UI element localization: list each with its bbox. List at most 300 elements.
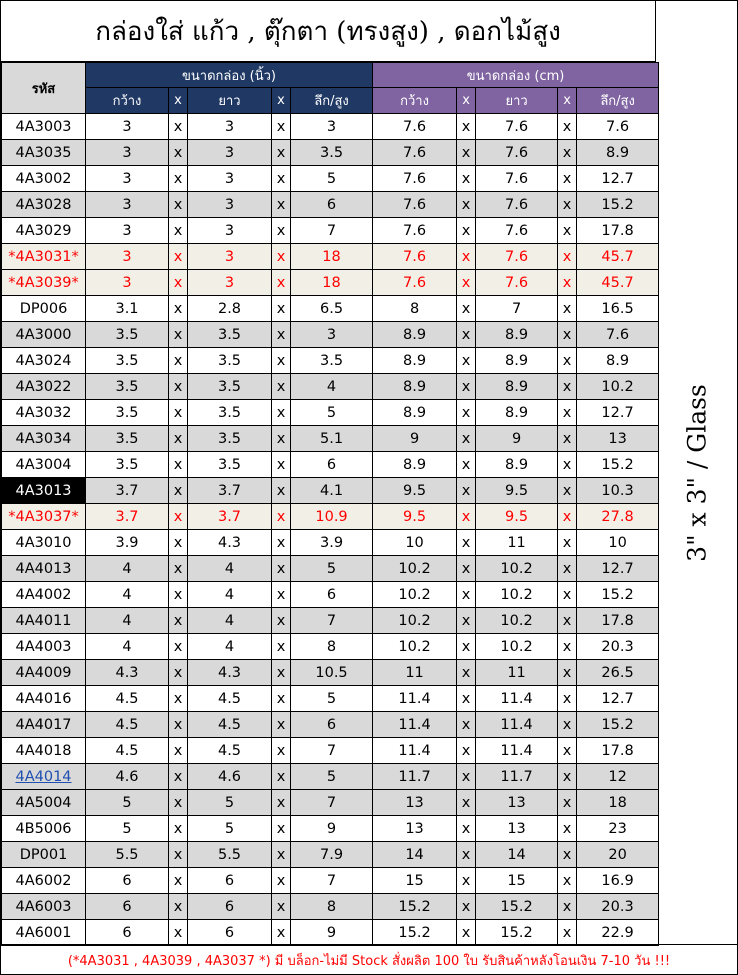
table-row [2,556,659,582]
cell-x: x [558,816,577,842]
cell-x: x [272,478,291,504]
cell-depth-in: 5 [291,764,373,790]
cell-width-in: 4.3 [86,660,169,686]
cell-width-in: 6 [86,868,169,894]
cell-x: x [457,322,476,348]
table-row [2,634,659,660]
cell-depth-cm: 17.8 [577,738,659,764]
cell-length-in: 3.5 [188,452,272,478]
cell-x: x [272,296,291,322]
cell-x: x [457,114,476,140]
cell-code: 4A4009 [2,660,86,686]
cell-x: x [272,790,291,816]
cell-x: x [558,660,577,686]
cell-width-in: 3 [86,114,169,140]
cell-width-cm: 10 [373,530,457,556]
cell-x: x [272,244,291,270]
cell-x: x [558,218,577,244]
table-row [2,374,659,400]
cell-depth-cm: 15.2 [577,582,659,608]
cell-length-in: 3 [188,244,272,270]
cell-code: 4A4016 [2,686,86,712]
cell-width-cm: 7.6 [373,192,457,218]
cell-depth-cm: 15.2 [577,452,659,478]
cell-x: x [457,582,476,608]
cell-x: x [272,868,291,894]
cell-depth-cm: 12 [577,764,659,790]
cell-code: DP006 [2,296,86,322]
cell-length-cm: 9.5 [476,478,558,504]
cell-depth-in: 3 [291,114,373,140]
cell-length-in: 5 [188,816,272,842]
table-row [2,712,659,738]
cell-x: x [457,296,476,322]
cell-x: x [169,556,188,582]
cell-x: x [558,166,577,192]
cell-length-in: 4 [188,608,272,634]
cell-x: x [169,452,188,478]
cell-code: *4A3037* [2,504,86,530]
cell-length-in: 4.3 [188,530,272,556]
cell-x: x [169,712,188,738]
cell-x: x [558,686,577,712]
cell-length-in: 4 [188,634,272,660]
cell-width-in: 6 [86,920,169,946]
cell-code: 4A3022 [2,374,86,400]
cell-width-cm: 10.2 [373,582,457,608]
cell-depth-cm: 7.6 [577,114,659,140]
cell-width-cm: 7.6 [373,166,457,192]
cell-length-cm: 15 [476,868,558,894]
cell-length-in: 6 [188,894,272,920]
cell-x: x [272,166,291,192]
cell-depth-cm: 10.3 [577,478,659,504]
cell-length-in: 4 [188,556,272,582]
footer-note: (*4A3031 , 4A3039 , 4A3037 *) มี บล็อก-ไม่มี Stock สั่งผลิต 100 ใบ รับสินค้าหลังโอนเงิน 7-10 วัน !!! [1,944,737,975]
cell-depth-cm: 17.8 [577,608,659,634]
cell-x: x [169,660,188,686]
cell-x: x [169,400,188,426]
cell-width-cm: 15.2 [373,920,457,946]
cell-width-in: 4.5 [86,686,169,712]
table-row [2,348,659,374]
cell-width-in: 4.6 [86,764,169,790]
cell-length-cm: 9 [476,426,558,452]
cell-x: x [558,270,577,296]
cell-width-in: 3 [86,192,169,218]
cell-width-cm: 11 [373,660,457,686]
cell-length-in: 5 [188,790,272,816]
cell-x: x [558,348,577,374]
cell-x: x [558,920,577,946]
table-row [2,582,659,608]
cell-x: x [558,114,577,140]
cell-x: x [169,790,188,816]
cell-length-in: 4.6 [188,764,272,790]
cell-x: x [272,452,291,478]
cell-x: x [558,530,577,556]
cell-width-cm: 8.9 [373,374,457,400]
cell-width-cm: 9.5 [373,504,457,530]
table-row [2,192,659,218]
cell-x: x [558,322,577,348]
cell-depth-cm: 22.9 [577,920,659,946]
cell-x: x [457,790,476,816]
cell-length-cm: 7.6 [476,192,558,218]
cell-depth-cm: 8.9 [577,140,659,166]
table-row [2,114,659,140]
cell-x: x [457,244,476,270]
cell-depth-cm: 20 [577,842,659,868]
cell-length-cm: 7.6 [476,140,558,166]
cell-x: x [457,894,476,920]
table-row [2,140,659,166]
cell-depth-cm: 10.2 [577,374,659,400]
cell-width-in: 4 [86,634,169,660]
cell-depth-in: 3.9 [291,530,373,556]
cell-depth-in: 7.9 [291,842,373,868]
cell-length-in: 2.8 [188,296,272,322]
cell-depth-in: 5 [291,400,373,426]
cell-x: x [457,816,476,842]
cell-length-in: 3 [188,140,272,166]
header-length-in: ยาว [188,88,272,114]
cell-x: x [169,920,188,946]
cell-length-cm: 10.2 [476,556,558,582]
cell-x: x [272,400,291,426]
cell-length-in: 3.5 [188,374,272,400]
cell-depth-cm: 12.7 [577,556,659,582]
cell-code: *4A3039* [2,270,86,296]
product-link[interactable]: 4A4014 [15,768,72,785]
cell-depth-in: 6 [291,452,373,478]
cell-x: x [272,504,291,530]
table-row [2,218,659,244]
cell-width-in: 3.5 [86,322,169,348]
cell-x: x [272,270,291,296]
cell-width-in: 3 [86,270,169,296]
table-row [2,296,659,322]
cell-x: x [558,556,577,582]
table-row [2,868,659,894]
header-x: x [558,88,577,114]
header-inch-group: ขนาดกล่อง (นิ้ว) [86,63,373,88]
cell-length-in: 3 [188,218,272,244]
cell-length-in: 3 [188,192,272,218]
cell-x: x [457,504,476,530]
cell-depth-cm: 7.6 [577,322,659,348]
cell-depth-in: 6.5 [291,296,373,322]
table-row [2,504,659,530]
cell-code: 4A3029 [2,218,86,244]
cell-depth-cm: 20.3 [577,634,659,660]
table-row [2,686,659,712]
cell-x: x [272,738,291,764]
cell-code: 4A3028 [2,192,86,218]
table-row [2,790,659,816]
cell-depth-cm: 23 [577,816,659,842]
cell-x: x [457,452,476,478]
cell-x: x [169,218,188,244]
cell-depth-cm: 20.3 [577,894,659,920]
cell-length-cm: 8.9 [476,348,558,374]
cell-depth-cm: 16.9 [577,868,659,894]
header-width-cm: กว้าง [373,88,457,114]
cell-depth-in: 7 [291,608,373,634]
cell-length-cm: 8.9 [476,452,558,478]
cell-x: x [272,426,291,452]
cell-length-cm: 11.4 [476,738,558,764]
cell-code: DP001 [2,842,86,868]
cell-x: x [558,738,577,764]
header-x: x [272,88,291,114]
cell-x: x [272,322,291,348]
cell-x: x [457,556,476,582]
cell-x: x [169,296,188,322]
table-row [2,400,659,426]
table-row [2,244,659,270]
cell-x: x [272,192,291,218]
cell-width-in: 3.5 [86,452,169,478]
cell-x: x [457,270,476,296]
cell-x: x [169,192,188,218]
cell-x: x [169,114,188,140]
cell-x: x [169,634,188,660]
cell-code: 4A3004 [2,452,86,478]
cell-length-cm: 7.6 [476,270,558,296]
cell-x: x [558,244,577,270]
cell-depth-cm: 12.7 [577,400,659,426]
cell-x: x [558,608,577,634]
cell-x: x [558,842,577,868]
cell-x: x [272,920,291,946]
cell-length-in: 4.5 [188,686,272,712]
cell-x: x [272,218,291,244]
cell-code[interactable] [2,764,86,790]
cell-width-cm: 7.6 [373,218,457,244]
table-row [2,608,659,634]
cell-x: x [457,140,476,166]
cell-x: x [457,166,476,192]
cell-depth-in: 8 [291,634,373,660]
cell-x: x [169,816,188,842]
cell-width-cm: 7.6 [373,114,457,140]
cell-x: x [457,348,476,374]
cell-width-in: 5.5 [86,842,169,868]
cell-depth-in: 10.5 [291,660,373,686]
cell-width-in: 5 [86,790,169,816]
cell-x: x [558,140,577,166]
cell-x: x [558,374,577,400]
cell-code: 4A3034 [2,426,86,452]
cell-width-cm: 8.9 [373,400,457,426]
cell-code: 4A4013 [2,556,86,582]
cell-x: x [558,582,577,608]
cell-length-in: 4.5 [188,712,272,738]
cell-x: x [272,764,291,790]
cell-length-in: 3.5 [188,400,272,426]
cell-x: x [457,842,476,868]
cell-x: x [558,192,577,218]
cell-length-in: 6 [188,920,272,946]
cell-x: x [169,764,188,790]
cell-length-cm: 8.9 [476,322,558,348]
cell-depth-cm: 12.7 [577,686,659,712]
cell-code: 4A4011 [2,608,86,634]
cell-x: x [272,816,291,842]
cell-x: x [457,634,476,660]
cell-depth-in: 7 [291,738,373,764]
cell-length-cm: 13 [476,790,558,816]
cell-code: 4A4003 [2,634,86,660]
cell-width-cm: 8.9 [373,322,457,348]
cell-depth-cm: 45.7 [577,244,659,270]
cell-code: 4A4017 [2,712,86,738]
cell-x: x [457,764,476,790]
cell-x: x [169,738,188,764]
cell-x: x [272,348,291,374]
cell-depth-cm: 27.8 [577,504,659,530]
cell-x: x [169,582,188,608]
cell-length-cm: 11.4 [476,686,558,712]
cell-width-cm: 11.4 [373,686,457,712]
cell-code: 4A3035 [2,140,86,166]
header-width-in: กว้าง [86,88,169,114]
cell-width-cm: 13 [373,816,457,842]
cell-depth-in: 5 [291,166,373,192]
table-row [2,478,659,504]
cell-length-in: 3.5 [188,426,272,452]
cell-x: x [457,192,476,218]
cell-x: x [558,790,577,816]
cell-x: x [457,400,476,426]
cell-x: x [169,166,188,192]
header-code: รหัส [2,63,86,114]
cell-x: x [169,270,188,296]
cell-depth-cm: 45.7 [577,270,659,296]
header-depth-cm: ลึก/สูง [577,88,659,114]
cell-length-in: 6 [188,868,272,894]
cell-x: x [169,426,188,452]
cell-depth-cm: 15.2 [577,712,659,738]
cell-width-in: 3.5 [86,348,169,374]
cell-depth-in: 4 [291,374,373,400]
cell-length-cm: 7 [476,296,558,322]
cell-x: x [558,764,577,790]
cell-length-cm: 8.9 [476,374,558,400]
cell-length-cm: 11 [476,660,558,686]
cell-x: x [272,556,291,582]
cell-x: x [457,218,476,244]
cell-x: x [558,296,577,322]
table-row [2,764,659,790]
cell-depth-cm: 18 [577,790,659,816]
cell-width-cm: 11.4 [373,738,457,764]
cell-x: x [169,504,188,530]
cell-code: 4A4018 [2,738,86,764]
cell-x: x [457,920,476,946]
cell-x: x [558,634,577,660]
cell-x: x [272,842,291,868]
cell-width-in: 3 [86,166,169,192]
cell-length-in: 5.5 [188,842,272,868]
header-length-cm: ยาว [476,88,558,114]
cell-length-in: 4.3 [188,660,272,686]
cell-length-cm: 10.2 [476,582,558,608]
cell-depth-in: 18 [291,244,373,270]
cell-x: x [272,608,291,634]
cell-x: x [272,140,291,166]
cell-width-cm: 13 [373,790,457,816]
size-table [1,62,659,946]
cell-x: x [457,374,476,400]
cell-width-in: 3.5 [86,400,169,426]
cell-x: x [169,348,188,374]
cell-x: x [169,140,188,166]
cell-depth-in: 6 [291,192,373,218]
cell-depth-in: 10.9 [291,504,373,530]
cell-x: x [457,530,476,556]
header-depth-in: ลึก/สูง [291,88,373,114]
cell-code: 4A3010 [2,530,86,556]
cell-width-cm: 15.2 [373,894,457,920]
page-title: กล่องใส่ แก้ว , ตุ๊กตา (ทรงสูง) , ดอกไม้สูง [1,1,656,62]
cell-length-cm: 9.5 [476,504,558,530]
cell-depth-cm: 15.2 [577,192,659,218]
cell-code: 4A6001 [2,920,86,946]
cell-length-cm: 7.6 [476,244,558,270]
cell-x: x [457,478,476,504]
cell-depth-in: 18 [291,270,373,296]
cell-length-in: 3.7 [188,504,272,530]
cell-width-in: 4.5 [86,712,169,738]
cell-width-in: 3.5 [86,374,169,400]
cell-x: x [169,894,188,920]
cell-length-cm: 11.7 [476,764,558,790]
cell-width-cm: 15 [373,868,457,894]
cell-depth-in: 3 [291,322,373,348]
cell-code: 4A5004 [2,790,86,816]
cell-width-cm: 8 [373,296,457,322]
cell-x: x [169,608,188,634]
cell-width-cm: 10.2 [373,608,457,634]
cell-code: 4A3000 [2,322,86,348]
cell-x: x [457,712,476,738]
cell-width-in: 3.9 [86,530,169,556]
table-row [2,426,659,452]
cell-width-in: 4 [86,582,169,608]
cell-width-in: 3.7 [86,478,169,504]
cell-width-cm: 7.6 [373,244,457,270]
cell-code: 4A3002 [2,166,86,192]
cell-x: x [558,894,577,920]
cell-length-cm: 10.2 [476,634,558,660]
cell-depth-in: 7 [291,218,373,244]
cell-code: 4B5006 [2,816,86,842]
cell-x: x [558,504,577,530]
cell-x: x [272,686,291,712]
cell-x: x [558,426,577,452]
cell-width-in: 3.7 [86,504,169,530]
cell-length-in: 3 [188,114,272,140]
cell-width-in: 5 [86,816,169,842]
cell-depth-in: 7 [291,868,373,894]
cell-depth-cm: 12.7 [577,166,659,192]
table-row [2,530,659,556]
header-x: x [169,88,188,114]
cell-x: x [558,712,577,738]
cell-depth-in: 5.1 [291,426,373,452]
